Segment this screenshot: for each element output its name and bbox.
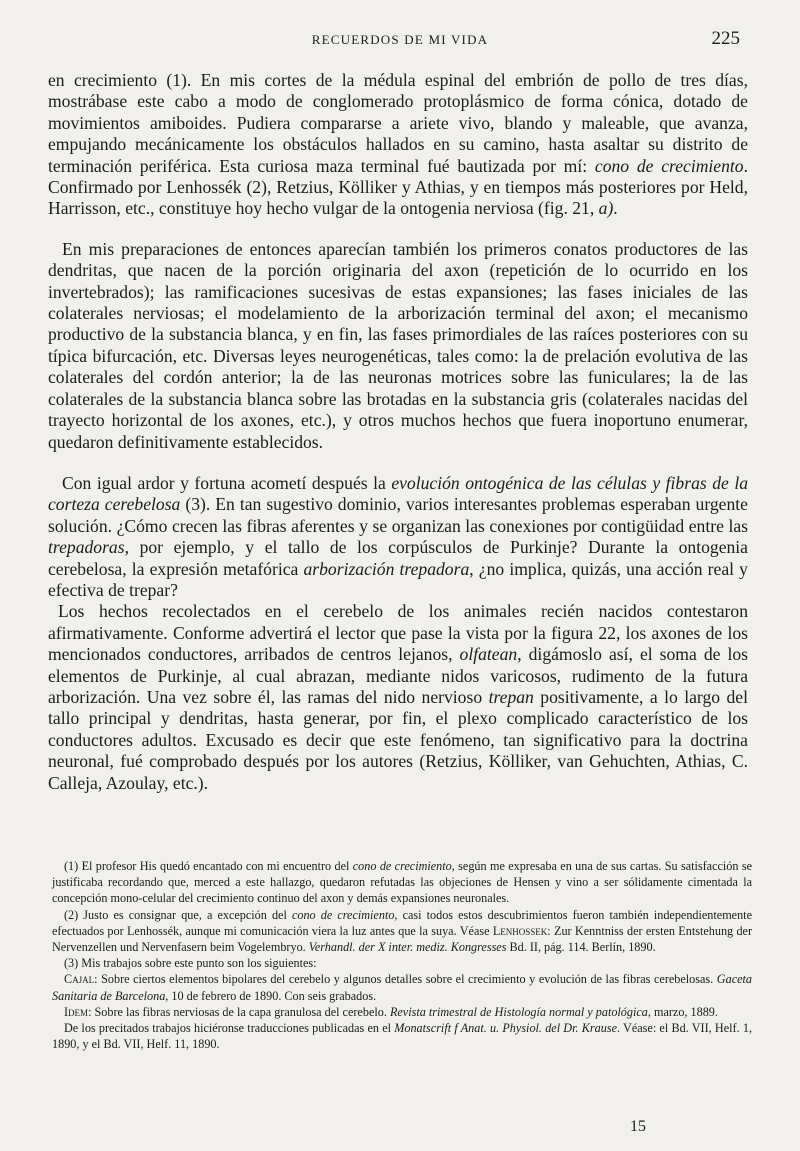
running-title: RECUERDOS DE MI VIDA (311, 32, 489, 47)
author-name: Lenhossek (492, 923, 548, 938)
text-run: positivamente, a lo largo del tallo principal y dendritas, hasta generar, por fin, el plexo complicado característico de los conductores adultos. Excusado es decir que este fenómeno, tan significativo para la doctrina neuronal, fué comprobado después por los autores (Retzius, Kölliker, van Gehuchten, Athias, C. Calleja, Azoulay, etc.). (48, 686, 748, 793)
footnote-3-translations (52, 1020, 752, 1052)
text-run: Bd. II, pág. 114. Berlín, 1890. (506, 940, 656, 955)
italic-term: evolución ontogénica de las células y fibras de la corteza cerebelosa (48, 472, 748, 515)
main-text (48, 70, 748, 794)
italic-term: olfatean (459, 644, 518, 665)
text-run: (2) Justo es consignar que, a excepción del (64, 907, 292, 922)
text-run: . Confirmado por Lenhossék (2), Retzius, Kölliker y Athias, y en tiempos más posteriores por Held, Harrisson, etc., constituye hoy hecho vulgar de la ontogenia nerviosa (fig. 21, (48, 155, 749, 219)
italic-term: cono de crecimiento (291, 907, 395, 922)
italic-term: a) (598, 198, 614, 219)
signature-mark: 15 (630, 1118, 646, 1135)
text-run: , 10 de febrero de 1890. Con seis grabados. (165, 988, 377, 1003)
author-name: Cajal (64, 972, 95, 987)
author-name: Idem (64, 1004, 89, 1019)
paragraph-4 (48, 601, 748, 794)
footnote-3-intro: (3) Mis trabajos sobre este punto son los siguientes: (64, 956, 317, 971)
text-run: , casi todos estos descubrimientos fueron también independientemente efectuados por Lenhossék, aunque mi comunicación viera la luz antes que la suya. Véase (52, 907, 752, 938)
footnote-3-ref-2 (52, 1004, 752, 1020)
paragraph-2: En mis preparaciones de entonces aparecían también los primeros conatos productores de las dendritas, que nacen de la porción originaria del axon (repetición de lo ocurrido en los invertebrados); las ramificaciones sucesivas de estas expansiones; las fases iniciales de las colaterales nerviosas; el modelamiento de la arborización terminal del axon; el mecanismo productivo de la substancia blanca, y en fin, las fases primordiales de las raíces posteriores con su típica bifurcación, etc. Diversas leyes neurogenéticas, tales como: la de prelación evolutiva de las colaterales del cordón anterior; la de las neuronas motrices sobre las funiculares; la de las colaterales de la substancia blanca sobre las brotadas en la substancia gris (colaterales nacidas del trayecto horizontal de los axones, etc.), y otros muchos hechos que fuera inoportuno enumerar, quedaron definitivamente establecidos. (48, 238, 748, 452)
footnote-1 (52, 858, 752, 907)
italic-term: Gaceta Sanitaria de Barcelona (52, 972, 752, 1003)
italic-term: trepan (488, 686, 534, 707)
paragraph-3 (48, 473, 748, 601)
text-run: De los precitados trabajos hiciéronse traducciones publicadas en el (64, 1021, 395, 1036)
text-run: , por ejemplo, y el tallo de los corpúsculos de Purkinje? Durante la ontogenia cerebelosa, la expresión metafórica (48, 537, 748, 579)
footnote-3-ref-1 (52, 971, 752, 1003)
italic-term: cono de crecimiento (352, 859, 452, 873)
text-run: Los hechos recolectados en el cerebelo de los animales recién nacidos contestaron afirmativamente. Conforme advertirá el lector que pase la vista por la figura 22, los axones de los mencionados conductores, arribados de centros lejanos, (48, 601, 748, 665)
text-run: , digámoslo así, el soma de los elementos de Purkinje, al cual abrazan, mediante nidos varicosos, rudimento de la futura arborización. Una vez sobre él, las ramas del nido nervioso (48, 644, 749, 707)
italic-term: arborización trepadora (303, 558, 470, 579)
italic-term: trepadoras (48, 537, 125, 558)
italic-term: Monatscrift f Anat. u. Physiol. del Dr. Krause (394, 1021, 617, 1036)
footnote-2 (52, 907, 752, 956)
text-run: , ¿no implica, quizás, una acción real y efectiva de trepar? (48, 558, 748, 600)
text-run: (3). En tan sugestivo dominio, varios interesantes problemas esperaban urgente solución. ¿Cómo crecen las fibras aferentes y se organizan las conexiones por contigüidad entre las (48, 494, 748, 536)
text-run: , marzo, 1889. (647, 1004, 718, 1019)
text-run: Con igual ardor y fortuna acometí después la (62, 472, 392, 493)
page-header (60, 28, 740, 52)
text-run: : Sobre las fibras nerviosas de la capa granulosa del cerebelo. (88, 1004, 390, 1019)
italic-term: Verhandl. der X inter. mediz. Kongresses (308, 940, 507, 955)
text-run: : Sobre ciertos elementos bipolares del cerebelo y algunos detalles sobre el crecimiento y evolución de las fibras cerebelosas. (94, 972, 717, 987)
footnotes (52, 858, 752, 1052)
italic-term: cono de crecimiento (594, 155, 744, 176)
paragraph-1 (48, 70, 748, 220)
italic-term: Revista trimestral de Histología normal y patológica (389, 1004, 648, 1019)
text-run: . (613, 198, 618, 219)
page-number: 225 (711, 28, 740, 49)
text-run: : Zur Kenntniss der ersten Entstehung der Nervenzellen und Nervenfasern beim Vogelembryo. (52, 923, 753, 955)
text-run: (1) El profesor His quedó encantado con mi encuentro del (64, 859, 353, 873)
text-run: , según me expresaba en una de sus cartas. Su satisfacción se justificaba recordando que, merced a este hallazgo, quedaron refutadas las objeciones de Hensen y vino a ser sólidamente cimentada la concepción mono-celular del crecimiento continuo del axon y demás expansiones neuronales. (52, 859, 752, 906)
text-run: en crecimiento (1). En mis cortes de la médula espinal del embrión de pollo de tres días, mostrábase este cabo a modo de conglomerado protoplásmico de forma cónica, dotado de movimientos amiboides. Pudiera compararse a ariete vivo, blando y maleable, que avanza, empujando mecánicamente los obstáculos hallados en su camino, hasta asaltar su distrito de terminación periférica. Esta curiosa maza terminal fué bautizada por mí: (48, 70, 748, 176)
text-run: . Véase: el Bd. VII, Helf. 1, 1890, y el Bd. VII, Helf. 11, 1890. (52, 1021, 752, 1052)
